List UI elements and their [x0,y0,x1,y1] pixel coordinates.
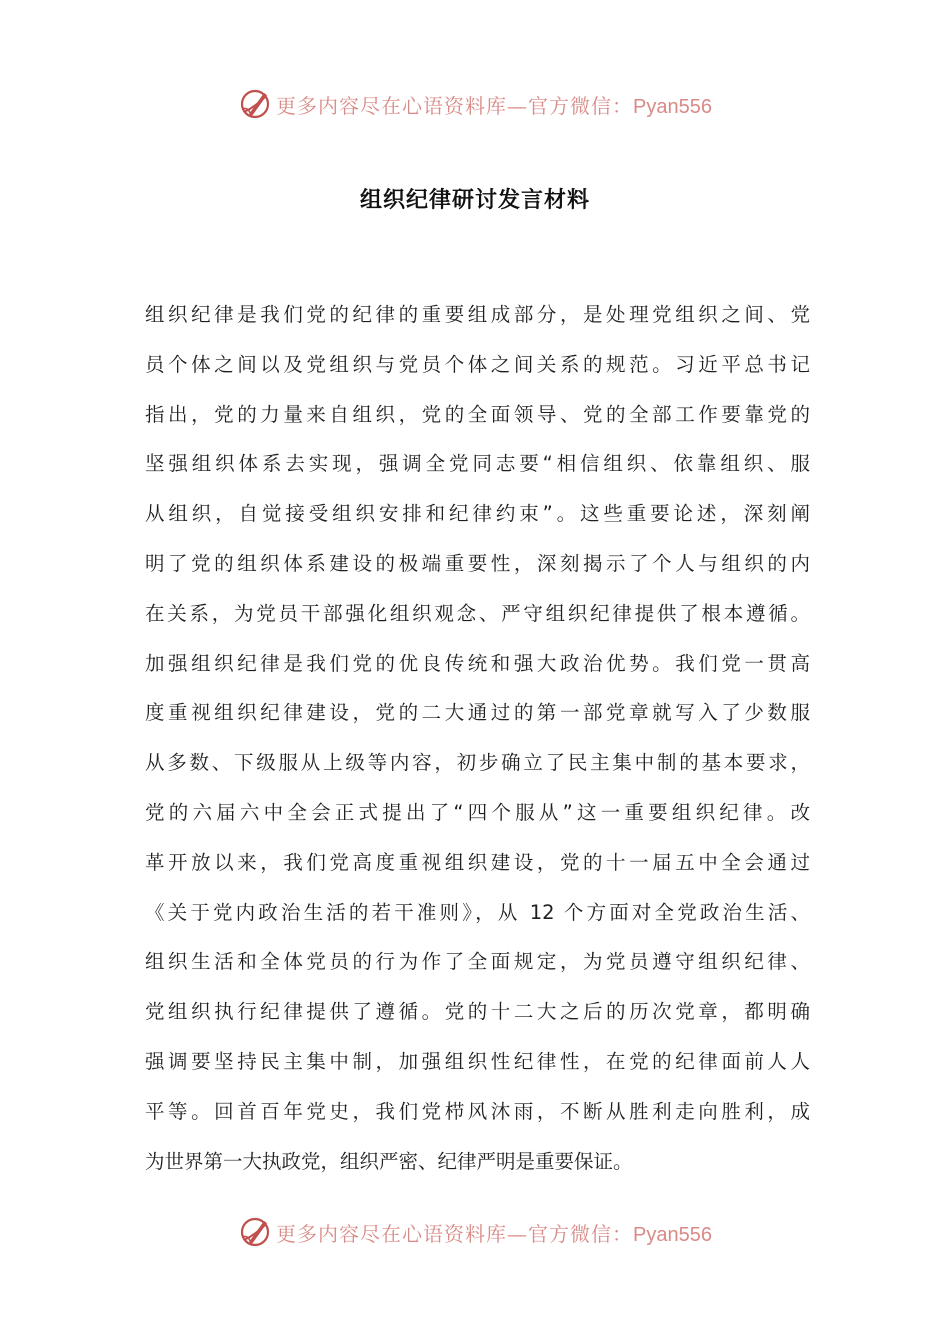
body-line: 坚强组织体系去实现，强调全党同志要“相信组织、依靠组织、服 [145,452,810,476]
footer-watermark-text: 更多内容尽在心语资料库—官方微信：Pyan556 [276,1221,712,1246]
body-line: 平等。回首百年党史，我们党栉风沐雨，不断从胜利走向胜利，成 [145,1099,810,1123]
body-line: 明了党的组织体系建设的极端重要性，深刻揭示了个人与组织的内 [145,551,810,575]
body-line: 党的六届六中全会正式提出了“四个服从”这一重要组织纪律。改 [145,800,810,824]
body-line: 加强组织纪律是我们党的优良传统和强大政治优势。我们党一贯高 [145,651,810,675]
body-line: 强调要坚持民主集中制，加强组织性纪律性，在党的纪律面前人人 [145,1049,810,1073]
header-watermark-text: 更多内容尽在心语资料库—官方微信：Pyan556 [276,93,712,118]
pen-circle-logo-icon [238,87,272,121]
body-line: 从多数、下级服从上级等内容，初步确立了民主集中制的基本要求， [145,751,810,775]
body-line: 党组织执行纪律提供了遵循。党的十二大之后的历次党章，都明确 [145,1000,810,1024]
body-line: 组织纪律是我们党的纪律的重要组成部分，是处理党组织之间、党 [145,303,810,326]
header-watermark-banner [0,84,950,124]
body-line: 度重视组织纪律建设，党的二大通过的第一部党章就写入了少数服 [145,701,810,725]
header-wechat-id: Pyan556 [633,95,712,118]
body-line: 从组织，自觉接受组织安排和纪律约束”。这些重要论述，深刻阐 [145,502,810,526]
document-title: 组织纪律研讨发言材料 [359,188,590,213]
document-body [145,298,810,1194]
body-line: 《关于党内政治生活的若干准则》，从 12 个方面对全党政治生活、 [145,900,810,924]
footer-watermark-banner [0,1212,950,1252]
pen-circle-logo-icon [238,1215,272,1249]
body-line: 在关系，为党员干部强化组织观念、严守组织纪律提供了根本遵循。 [145,601,810,625]
body-line: 员个体之间以及党组织与党员个体之间关系的规范。习近平总书记 [145,352,810,376]
footer-wechat-id: Pyan556 [633,1223,712,1246]
body-line: 为世界第一大执政党，组织严密、纪律严明是重要保证。 [145,1149,633,1173]
body-line: 革开放以来，我们党高度重视组织建设，党的十一届五中全会通过 [145,850,810,874]
body-line: 组织生活和全体党员的行为作了全面规定，为党员遵守组织纪律、 [145,950,810,974]
body-line: 指出，党的力量来自组织，党的全面领导、党的全部工作要靠党的 [145,402,810,426]
